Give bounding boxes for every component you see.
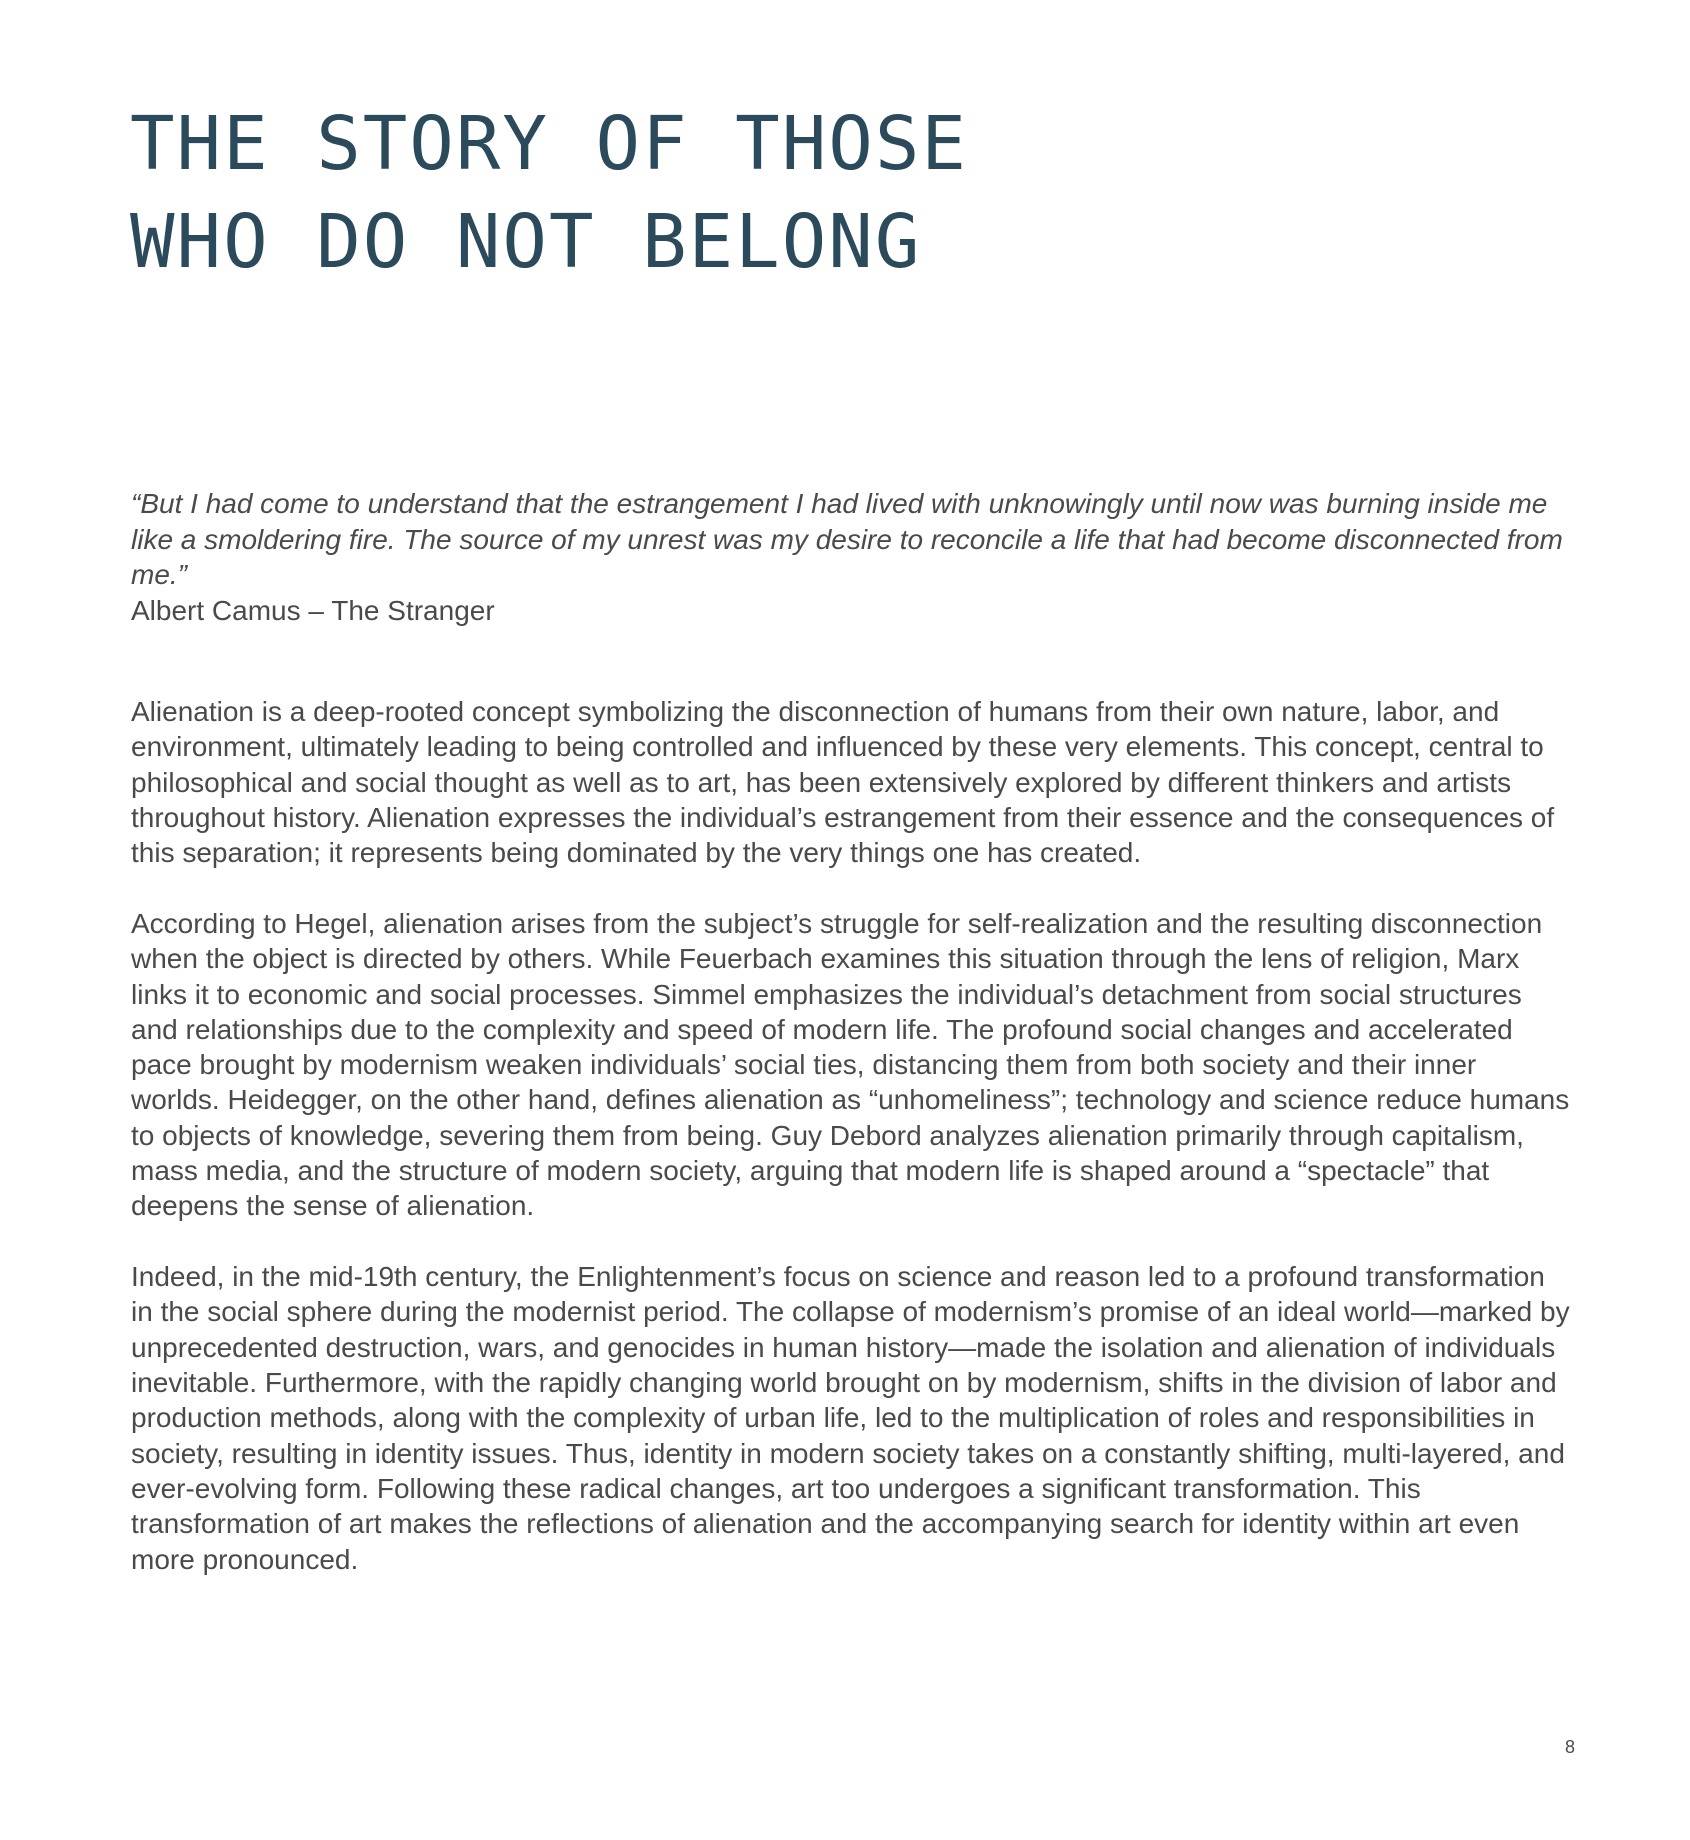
paragraph-3: Indeed, in the mid-19th century, the Enlightenment’s focus on science and reason led to a profound transformation in the social sphere during the modernist period. The collapse of modernism’s promise of an ideal world—marked by unprecedented destruction, wars, and genocides in human history—made the isolation and alienation of individuals inevitable. Furthermore, with the rapidly changing world brought on by modernism, shifts in the division of labor and production methods, along with the complexity of urban life, led to the multiplication of roles and responsibilities in society, resulting in identity issues. Thus, identity in modern society takes on a constantly shifting, multi-layered, and ever-evolving form. Following these radical changes, art too undergoes a significant transformation. This transformation of art makes the reflections of alienation and the accompanying search for identity within art even more pronounced. <box>131 1261 1570 1575</box>
page-number: 8 <box>1564 1737 1575 1757</box>
title-line-1: THE STORY OF THOSE <box>130 101 968 187</box>
paragraph-1: Alienation is a deep-rooted concept symbolizing the disconnection of humans from their own nature, labor, and environment, ultimately leading to being controlled and influenced by these very elements. This concept, central to philosophical and social thought as well as to art, has been extensively explored by different thinkers and artists throughout history. Alienation expresses the individual’s estrangement from their essence and the consequences of this separation; it represents being dominated by the very things one has created. <box>131 696 1555 869</box>
epigraph-source: Albert Camus – The Stranger <box>131 594 495 626</box>
title-line-2: WHO DO NOT BELONG <box>130 199 922 285</box>
body-text <box>131 694 1571 1612</box>
paragraph-2: According to Hegel, alienation arises from the subject’s struggle for self-realization and the resulting disconnection when the object is directed by others. While Feuerbach examines this situation through the lens of religion, Marx links it to economic and social processes. Simmel emphasizes the individual’s detachment from social structures and relationships due to the complexity and speed of modern life. The profound social changes and accelerated pace brought by modernism weaken individuals’ social ties, distancing them from both society and their inner worlds. Heidegger, on the other hand, defines alienation as “unhomeliness”; technology and science reduce humans to objects of knowledge, severing them from being. Guy Debord analyzes alienation primarily through capitalism, mass media, and the structure of modern society, arguing that modern life is shaped around a “spectacle” that deepens the sense of alienation. <box>131 907 1570 1222</box>
page-title <box>130 95 1230 291</box>
epigraph-quote: “But I had come to understand that the estrangement I had lived with unknowingly until now was burning inside me like a smoldering fire. The source of my unrest was my desire to reconcile a life that had become disconnected from me.” <box>131 488 1563 590</box>
epigraph <box>131 486 1571 628</box>
